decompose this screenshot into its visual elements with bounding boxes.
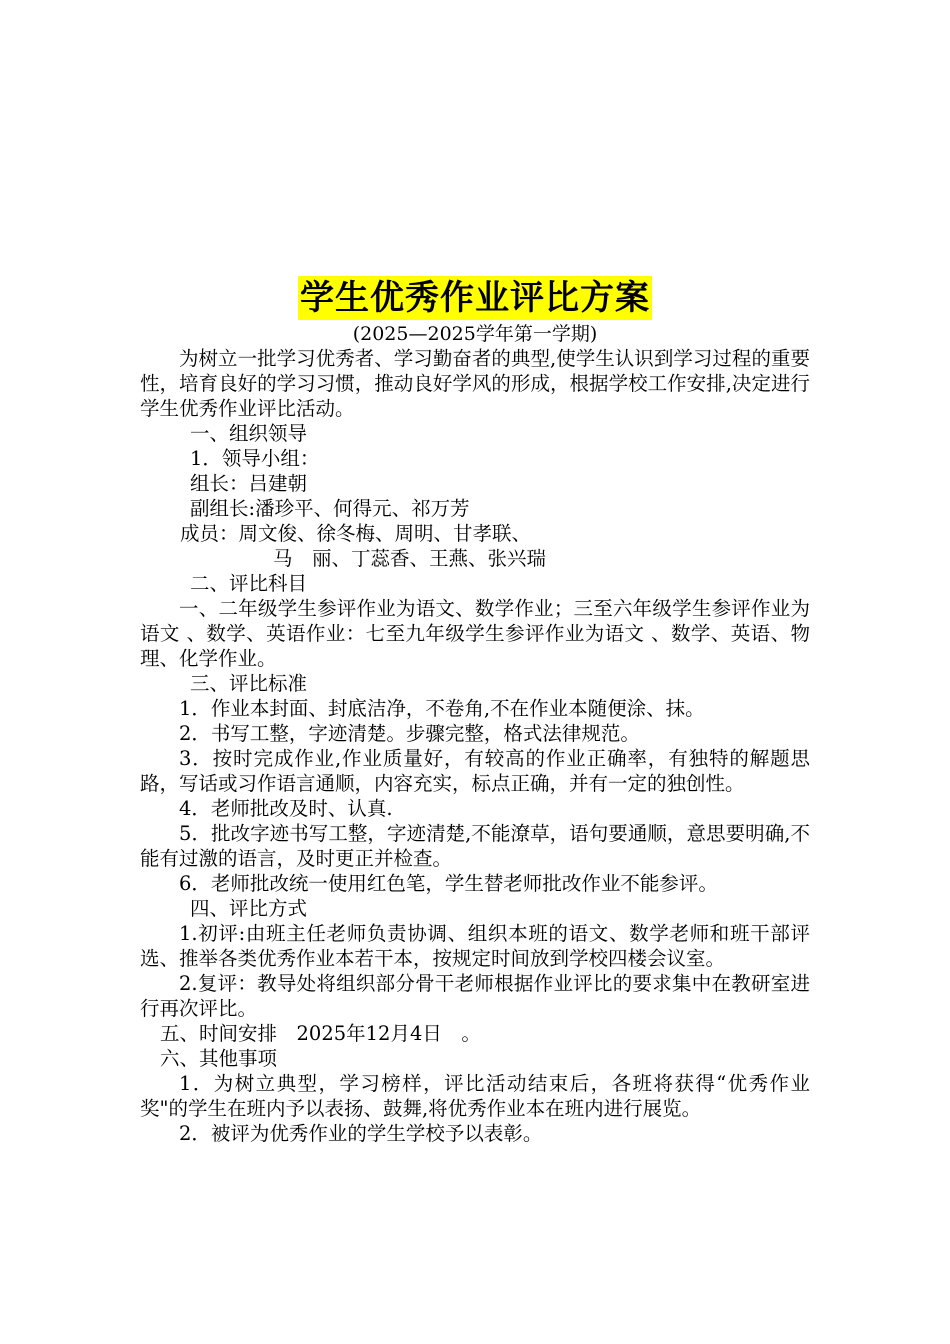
document-subtitle: (2025—2025学年第一学期) xyxy=(352,323,598,345)
list-item: 4．老师批改及时、认真. xyxy=(179,797,393,820)
list-item: 1．为树立典型，学习榜样，评比活动结束后，各班将获得“优秀作业奖"的学生在班内予以表扬、鼓舞,将优秀作业本在班内进行展览。 xyxy=(140,1072,810,1120)
leader-line: 组长：吕建朝 xyxy=(190,472,308,495)
list-item: 3．按时完成作业,作业质量好，有较高的作业正确率，有独特的解题思路，写话或习作语言通顺，内容充实，标点正确，并有一定的独创性。 xyxy=(140,747,810,795)
list-item: 5．批改字迹书写工整，字迹清楚,不能潦草，语句要通顺，意思要明确,不能有过激的语言，及时更正并检查。 xyxy=(140,822,810,870)
title-wrap xyxy=(0,276,950,320)
section-heading: 一、组织领导 xyxy=(190,422,308,445)
document-title: 学生优秀作业评比方案 xyxy=(300,278,650,318)
section-heading: 三、评比标准 xyxy=(190,672,308,695)
members-line: 成员：周文俊、徐冬梅、周明、甘孝联、 xyxy=(180,522,532,545)
document-body xyxy=(140,346,810,1146)
intro-paragraph: 为树立一批学习优秀者、学习勤奋者的典型,使学生认识到学习过程的重要性，培育良好的学习习惯，推动良好学风的形成，根据学校工作安排,决定进行学生优秀作业评比活动。 xyxy=(140,347,810,420)
members-line-continued: 马 丽、丁蕊香、王燕、张兴瑞 xyxy=(273,547,547,570)
section-heading: 六、其他事项 xyxy=(160,1047,278,1070)
deputy-line: 副组长:潘珍平、何得元、祁万芳 xyxy=(190,497,470,520)
list-item: 2．书写工整，字迹清楚。步骤完整，格式法律规范。 xyxy=(179,722,640,745)
list-item: 6．老师批改统一使用红色笔，学生替老师批改作业不能参评。 xyxy=(179,872,718,895)
section-paragraph: 一、二年级学生参评作业为语文、数学作业；三至六年级学生参评作业为语文 、数学、英语作业：七至九年级学生参评作业为语文 、数学、英语、物理、化学作业。 xyxy=(140,597,810,670)
section-heading: 四、评比方式 xyxy=(190,897,308,920)
list-item: 1．作业本封面、封底洁净，不卷角,不在作业本随便涂、抹。 xyxy=(179,697,705,720)
section-subheading: 1．领导小组： xyxy=(190,447,320,470)
list-item: 2.复评：教导处将组织部分骨干老师根据作业评比的要求集中在教研室进行再次评比。 xyxy=(140,972,810,1020)
list-item: 1.初评:由班主任老师负责协调、组织本班的语文、数学老师和班干部评选、推举各类优秀作业本若干本，按规定时间放到学校四楼会议室。 xyxy=(140,922,810,970)
section-heading: 二、评比科目 xyxy=(190,572,308,595)
list-item: 2．被评为优秀作业的学生学校予以表彰。 xyxy=(179,1122,543,1145)
section-heading: 五、时间安排 2025年12月4日 。 xyxy=(160,1022,481,1045)
